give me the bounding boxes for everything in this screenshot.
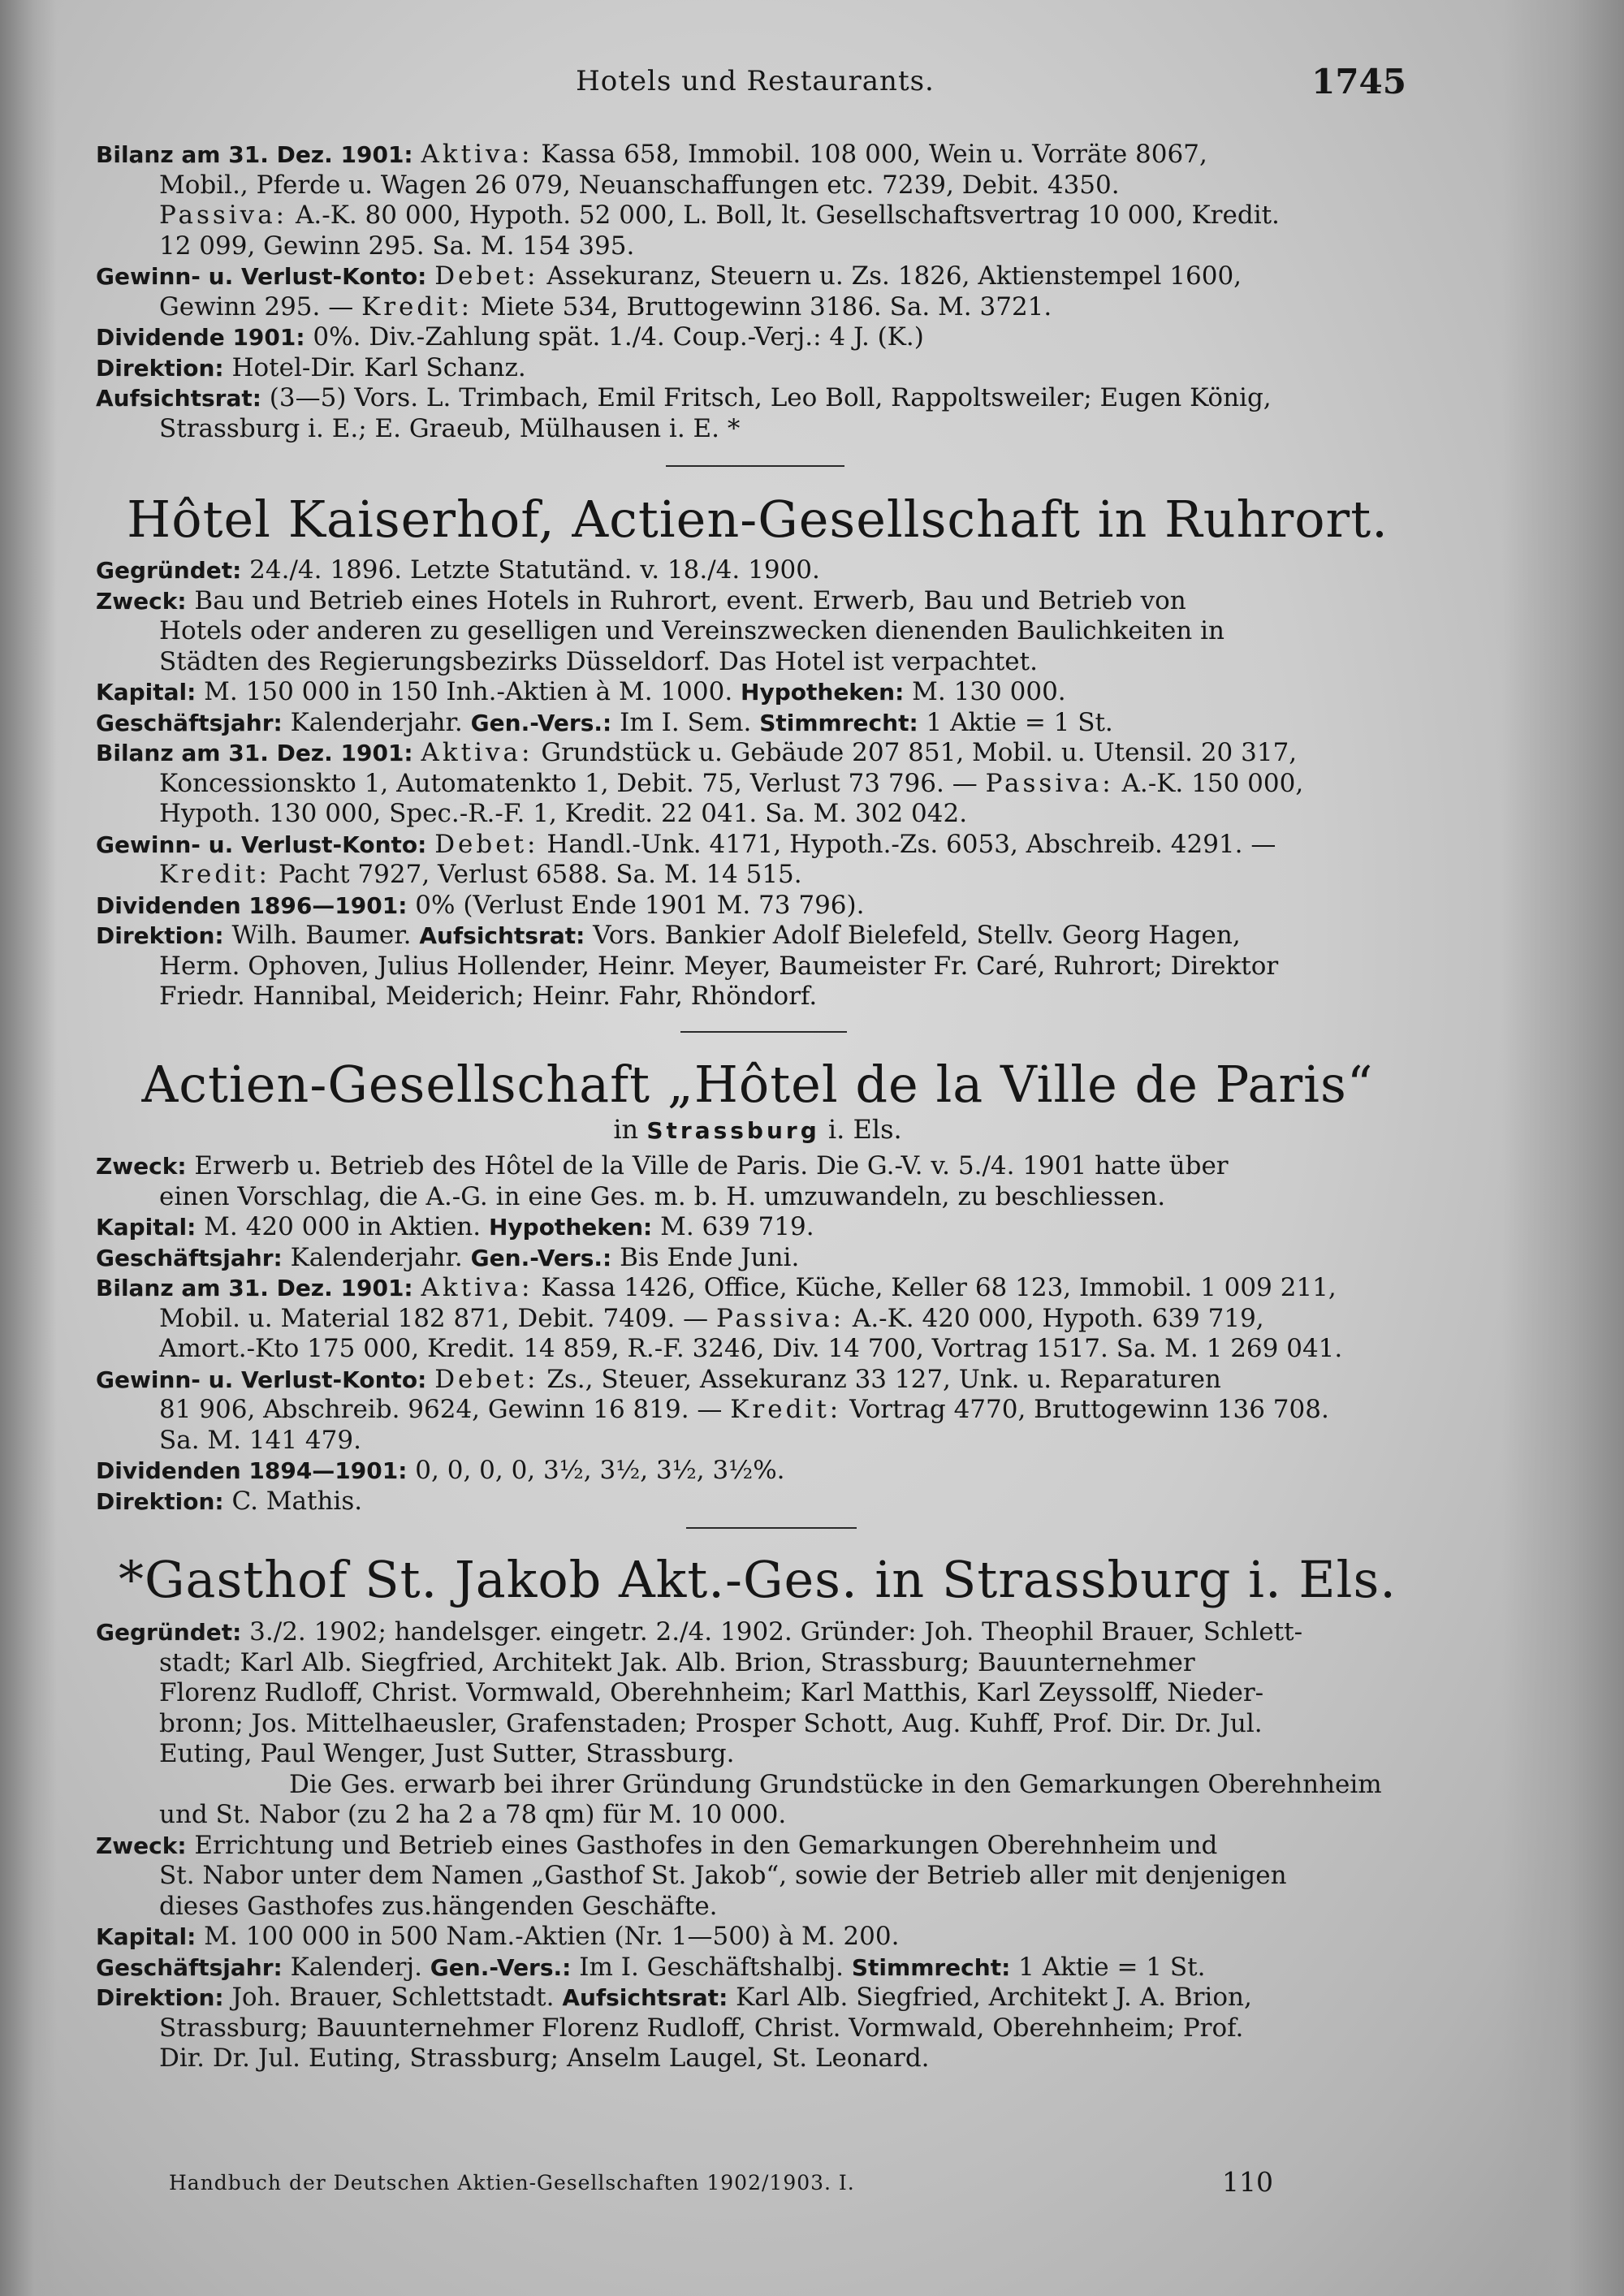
note-line: und St. Nabor (zu 2 ha 2 a 78 qm) für M. 10 000. (159, 1800, 787, 1829)
purpose-line: einen Vorschlag, die A.-G. in eine Ges. m. b. H. umzuwandeln, zu beschliessen. (159, 1181, 1166, 1211)
board-line: Direktion: C. Mathis. (96, 1486, 363, 1516)
supervisory-board-line: Herm. Ophoven, Julius Hollender, Heinr. Meyer, Baumeister Fr. Caré, Ruhrort; Direktor (159, 951, 1279, 981)
balance-line: Hypoth. 130 000, Spec.-R.-F. 1, Kredit. 22 041. Sa. M. 302 042. (159, 799, 968, 828)
balance-line: Passiva: A.-K. 80 000, Hypoth. 52 000, L. Boll, lt. Gesellschaftsvertrag 10 000, Kredit. (159, 201, 1280, 230)
purpose-line: Zweck: Erwerb u. Betrieb des Hôtel de la Ville de Paris. Die G.-V. v. 5./4. 1901 hatte über (96, 1151, 1229, 1180)
section-divider (686, 1527, 857, 1529)
dividend-line: Dividende 1901: 0%. Div.-Zahlung spät. 1./4. Coup.-Verj.: 4 J. (K.) (96, 322, 924, 352)
entry-gasthof-st-jakob (96, 1551, 1419, 2074)
page-shadow-left (0, 0, 57, 2296)
supervisory-board-line: Strassburg; Bauunternehmer Florenz Rudloff, Christ. Vormwald, Oberehnheim; Prof. (159, 2013, 1244, 2043)
signature-mark: 110 (1222, 2166, 1273, 2198)
supervisory-board-line: Aufsichtsrat: (3—5) Vors. L. Trimbach, Emil Fritsch, Leo Boll, Rappoltsweiler; Eugen König, (96, 383, 1272, 412)
balance-line: Bilanz am 31. Dez. 1901: Aktiva: Kassa 1426, Office, Küche, Keller 68 123, Immobil. 1 009 211, (96, 1273, 1337, 1302)
founders-line: stadt; Karl Alb. Siegfried, Architekt Jak. Alb. Brion, Strassburg; Bauunternehmer (159, 1647, 1195, 1677)
profit-loss-line: Gewinn- u. Verlust-Konto: Debet: Handl.-Unk. 4171, Hypoth.-Zs. 6053, Abschreib. 4291. — (96, 829, 1276, 859)
founders-line: bronn; Jos. Mittelhaeusler, Grafenstaden; Prosper Schott, Aug. Kuhff, Prof. Dir. Dr. Jul. (159, 1708, 1263, 1738)
profit-loss-line: Gewinn 295. — Kredit: Miete 534, Bruttogewinn 3186. Sa. M. 3721. (159, 291, 1052, 322)
section-divider (666, 465, 844, 467)
purpose-line: Zweck: Errichtung und Betrieb eines Gasthofes in den Gemarkungen Oberehnheim und (96, 1830, 1218, 1860)
entry-title: Actien-Gesellschaft „Hôtel de la Ville de Paris“ (141, 1055, 1374, 1114)
balance-line: Mobil. u. Material 182 871, Debit. 7409. — Passiva: A.-K. 420 000, Hypoth. 639 719, (159, 1303, 1264, 1333)
entry-hotel-kaiserhof (96, 490, 1419, 1012)
page-shadow-right (1502, 0, 1624, 2296)
supervisory-board-line: Friedr. Hannibal, Meiderich; Heinr. Fahr, Rhöndorf. (159, 982, 818, 1011)
note-line: Die Ges. erwarb bei ihrer Gründung Grundstücke in den Gemarkungen Oberehnheim (289, 1769, 1382, 1799)
footer-publication: Handbuch der Deutschen Aktien-Gesellschaften 1902/1903. I. (169, 2171, 855, 2195)
dividend-line: Dividenden 1896—1901: 0% (Verlust Ende 1901 M. 73 796). (96, 890, 865, 920)
entry-subtitle: in Strassburg i. Els. (613, 1114, 902, 1145)
purpose-line: Zweck: Bau und Betrieb eines Hotels in Ruhrort, event. Erwerb, Bau und Betrieb von (96, 585, 1186, 615)
capital-line: Kapital: M. 100 000 in 500 Nam.-Aktien (Nr. 1—500) à M. 200. (96, 1922, 900, 1951)
founders-line: Florenz Rudloff, Christ. Vormwald, Oberehnheim; Karl Matthis, Karl Zeyssolff, Nieder- (159, 1678, 1264, 1707)
page-footer (169, 2166, 1273, 2203)
board-line: Direktion: Wilh. Baumer. Aufsichtsrat: Vors. Bankier Adolf Bielefeld, Stellv. Georg Hagen, (96, 921, 1241, 950)
entry-continued (96, 140, 1419, 444)
entry-hotel-ville-de-paris (96, 1055, 1419, 1517)
balance-line: 12 099, Gewinn 295. Sa. M. 154 395. (159, 231, 635, 261)
section-divider (680, 1031, 847, 1033)
purpose-line: St. Nabor unter dem Namen „Gasthof St. Jakob“, sowie der Betrieb aller mit denjenigen (159, 1861, 1287, 1890)
dividend-line: Dividenden 1894—1901: 0, 0, 0, 0, 3½, 3½, 3½, 3½%. (96, 1456, 785, 1485)
profit-loss-line: Sa. M. 141 479. (159, 1425, 361, 1455)
fiscal-year-line: Geschäftsjahr: Kalenderj. Gen.-Vers.: Im I. Geschäftshalbj. Stimmrecht: 1 Aktie = 1 St. (96, 1952, 1206, 1982)
profit-loss-line: Gewinn- u. Verlust-Konto: Debet: Zs., Steuer, Assekuranz 33 127, Unk. u. Reparaturen (96, 1364, 1221, 1394)
founded-line: Gegründet: 24./4. 1896. Letzte Statutänd. v. 18./4. 1900. (96, 555, 820, 585)
balance-line: Amort.-Kto 175 000, Kredit. 14 859, R.-F. 3246, Div. 14 700, Vortrag 1517. Sa. M. 1 269 041. (159, 1334, 1343, 1363)
purpose-line: Städten des Regierungsbezirks Düsseldorf. Das Hotel ist verpachtet. (159, 646, 1038, 676)
purpose-line: dieses Gasthofes zus.hängenden Geschäfte. (159, 1891, 718, 1921)
profit-loss-line: Kredit: Pacht 7927, Verlust 6588. Sa. M. 14 515. (159, 860, 802, 889)
profit-loss-line: Gewinn- u. Verlust-Konto: Debet: Assekuranz, Steuern u. Zs. 1826, Aktienstempel 1600, (96, 261, 1242, 291)
supervisory-board-line: Strassburg i. E.; E. Graeub, Mülhausen i. E. * (159, 413, 741, 443)
supervisory-board-line: Dir. Dr. Jul. Euting, Strassburg; Anselm Laugel, St. Leonard. (159, 2044, 930, 2073)
balance-line: Bilanz am 31. Dez. 1901: Aktiva: Kassa 658, Immobil. 108 000, Wein u. Vorräte 8067, (96, 140, 1207, 169)
fiscal-year-line: Geschäftsjahr: Kalenderjahr. Gen.-Vers.: Im I. Sem. Stimmrecht: 1 Aktie = 1 St. (96, 707, 1113, 737)
capital-line: Kapital: M. 150 000 in 150 Inh.-Aktien à M. 1000. Hypotheken: M. 130 000. (96, 677, 1066, 706)
fiscal-year-line: Geschäftsjahr: Kalenderjahr. Gen.-Vers.: Bis Ende Juni. (96, 1242, 800, 1272)
board-line: Direktion: Joh. Brauer, Schlettstadt. Aufsichtsrat: Karl Alb. Siegfried, Architekt J. A. Brion, (96, 1983, 1252, 2012)
board-line: Direktion: Hotel-Dir. Karl Schanz. (96, 352, 526, 382)
founders-line: Euting, Paul Wenger, Just Sutter, Strassburg. (159, 1739, 735, 1768)
entry-title: Hôtel Kaiserhof, Actien-Gesellschaft in Ruhrort. (127, 490, 1389, 549)
purpose-line: Hotels oder anderen zu geselligen und Vereinszwecken dienenden Baulichkeiten in (159, 616, 1224, 645)
balance-line: Koncessionskto 1, Automatenkto 1, Debit. 75, Verlust 73 796. — Passiva: A.-K. 150 000, (159, 768, 1304, 798)
page-header (97, 62, 1413, 106)
page-number: 1745 (1311, 62, 1406, 101)
entry-title: *Gasthof St. Jakob Akt.-Ges. in Strassburg i. Els. (118, 1550, 1397, 1609)
capital-line: Kapital: M. 420 000 in Aktien. Hypotheken: M. 639 719. (96, 1212, 814, 1241)
running-head: Hotels und Restaurants. (576, 65, 935, 97)
profit-loss-line: 81 906, Abschreib. 9624, Gewinn 16 819. — Kredit: Vortrag 4770, Bruttogewinn 136 708. (159, 1395, 1329, 1424)
balance-line: Bilanz am 31. Dez. 1901: Aktiva: Grundstück u. Gebäude 207 851, Mobil. u. Utensil. 20 317, (96, 738, 1298, 767)
founded-line: Gegründet: 3./2. 1902; handelsger. eingetr. 2./4. 1902. Gründer: Joh. Theophil Brauer, Schlett- (96, 1617, 1303, 1646)
balance-line: Mobil., Pferde u. Wagen 26 079, Neuanschaffungen etc. 7239, Debit. 4350. (159, 170, 1120, 200)
